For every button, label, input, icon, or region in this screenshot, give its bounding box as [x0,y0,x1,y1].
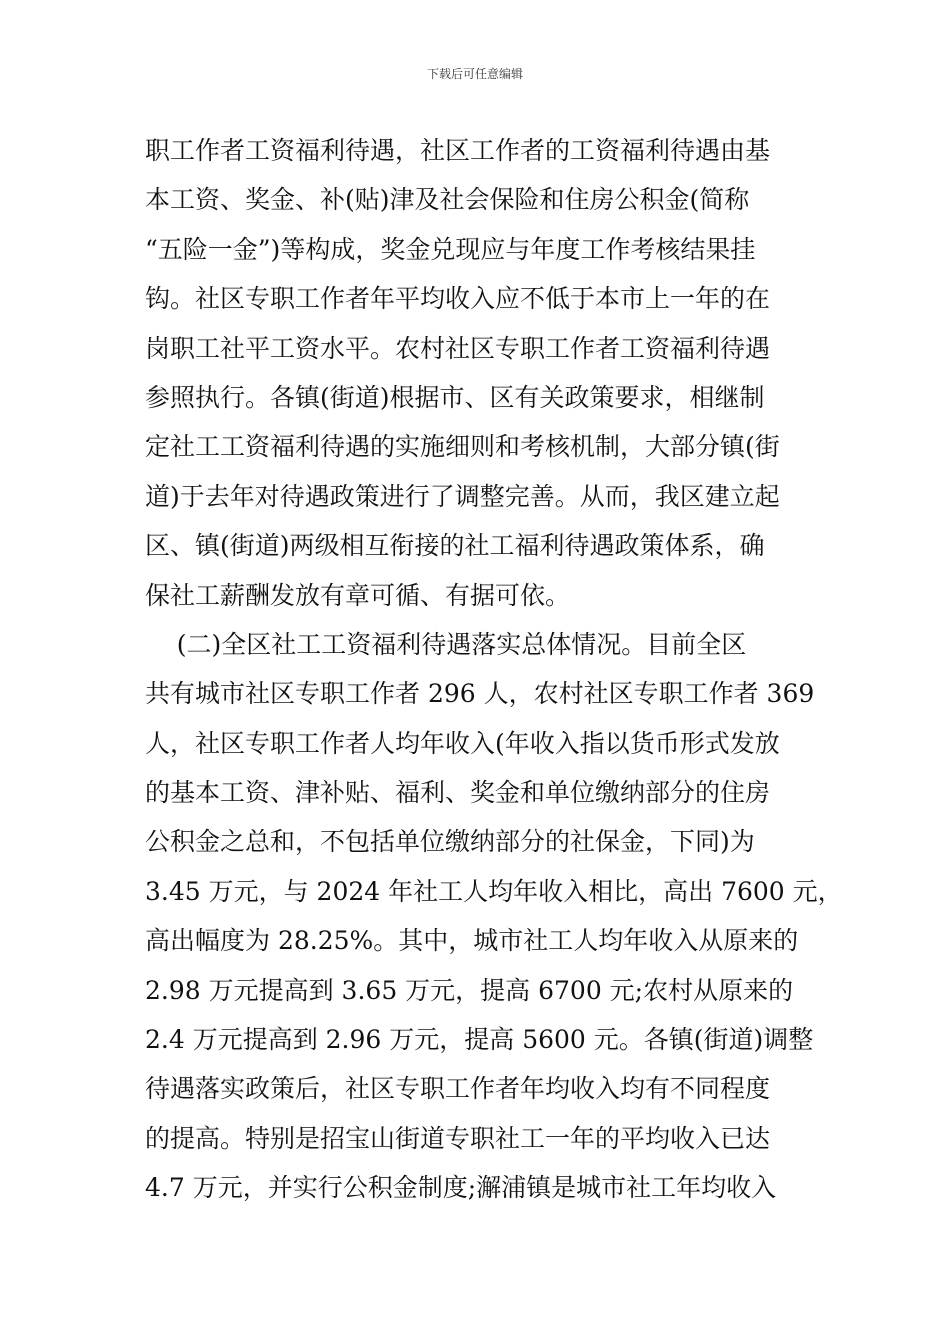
text-line: 3.45 万元，与 2024 年社工人均年收入相比，高出 7600 元， [145,876,843,906]
text-line: 本工资、奖金、补(贴)津及社会保险和住房公积金(简称 [145,185,750,215]
text-line: 保社工薪酬发放有章可循、有据可依。 [145,580,571,610]
text-line: 钩。社区专职工作者年平均收入应不低于本市上一年的在 [145,284,771,314]
text-line: 参照执行。各镇(街道)根据市、区有关政策要求，相继制 [145,382,765,412]
text-line: 人，社区专职工作者人均年收入(年收入指以货币形式发放 [145,728,780,758]
text-line: 4.7 万元，并实行公积金制度;澥浦镇是城市社工年均收入 [145,1173,777,1203]
text-line: 定社工工资福利待遇的实施细则和考核机制，大部分镇(街 [145,432,780,462]
document-body [145,126,843,1213]
text-line: 待遇落实政策后，社区专职工作者年均收入均有不同程度 [145,1074,771,1104]
text-line: (二)全区社工工资福利待遇落实总体情况。目前全区 [145,629,747,659]
text-line: 道)于去年对待遇政策进行了调整完善。从而，我区建立起 [145,481,780,511]
text-line: 共有城市社区专职工作者 296 人，农村社区专职工作者 369 [145,679,815,709]
text-line: 高出幅度为 28.25%。其中，城市社工人均年收入从原来的 [145,926,799,956]
text-line: 的基本工资、津补贴、福利、奖金和单位缴纳部分的住房 [145,778,771,808]
text-line: 岗职工社平工资水平。农村社区专职工作者工资福利待遇 [145,333,771,363]
text-line: 区、镇(街道)两级相互衔接的社工福利待遇政策体系，确 [145,531,765,561]
text-line: 的提高。特别是招宝山街道专职社工一年的平均收入已达 [145,1123,771,1153]
text-line: 公积金之总和，不包括单位缴纳部分的社保金，下同)为 [145,827,755,857]
page-header: 下载后可任意编辑 [426,67,523,81]
text-line: 职工作者工资福利待遇，社区工作者的工资福利待遇由基 [145,136,771,165]
text-line: 2.4 万元提高到 2.96 万元，提高 5600 元。各镇(街道)调整 [145,1025,814,1055]
text-line: “五险一金”)等构成，奖金兑现应与年度工作考核结果挂 [145,234,756,264]
text-line: 2.98 万元提高到 3.65 万元，提高 6700 元;农村从原来的 [145,975,794,1005]
